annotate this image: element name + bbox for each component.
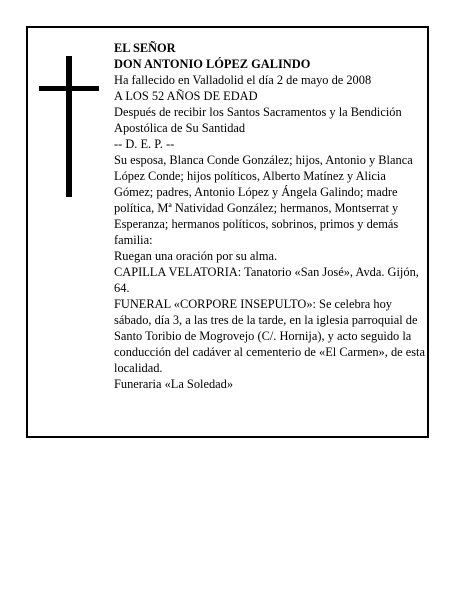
prayer-request: Ruegan una oración por su alma. xyxy=(114,249,278,263)
notice-text-block xyxy=(114,40,426,392)
cross-icon-crossbar xyxy=(39,86,99,91)
age-line: A LOS 52 AÑOS DE EDAD xyxy=(114,89,258,103)
cross-icon xyxy=(66,56,72,197)
deceased-name: DON ANTONIO LÓPEZ GALINDO xyxy=(114,57,311,71)
family-list: Su esposa, Blanca Conde González; hijos, Antonio y Blanca López Conde; hijos políticos, Alberto Matínez y Alicia Gómez; padres, Antonio López y Ángela Galindo; madre política, Mª Natividad González; hermanos, Montserrat y Esperanza; hermanos políticos, sobrinos, primos y demás familia: xyxy=(114,153,413,247)
chapel-info: CAPILLA VELATORIA: Tanatorio «San José», Avda. Gijón, 64. xyxy=(114,265,419,295)
deceased-title: EL SEÑOR xyxy=(114,41,176,55)
sacraments-line: Después de recibir los Santos Sacramentos y la Bendición Apostólica de Su Santidad xyxy=(114,105,402,135)
rip-line: -- D. E. P. -- xyxy=(114,137,175,151)
funeral-home: Funeraria «La Soledad» xyxy=(114,377,234,391)
funeral-info: FUNERAL «CORPORE INSEPULTO»: Se celebra hoy sábado, día 3, a las tres de la tarde, en la iglesia parroquial de Santo Toribio de Mogrovejo (C/. Hornija), y acto seguido la conducción del cadáver al cementerio de «El Carmen», de esta localidad. xyxy=(114,297,426,375)
obituary-notice xyxy=(26,26,429,438)
death-info: Ha fallecido en Valladolid el día 2 de mayo de 2008 xyxy=(114,73,372,87)
